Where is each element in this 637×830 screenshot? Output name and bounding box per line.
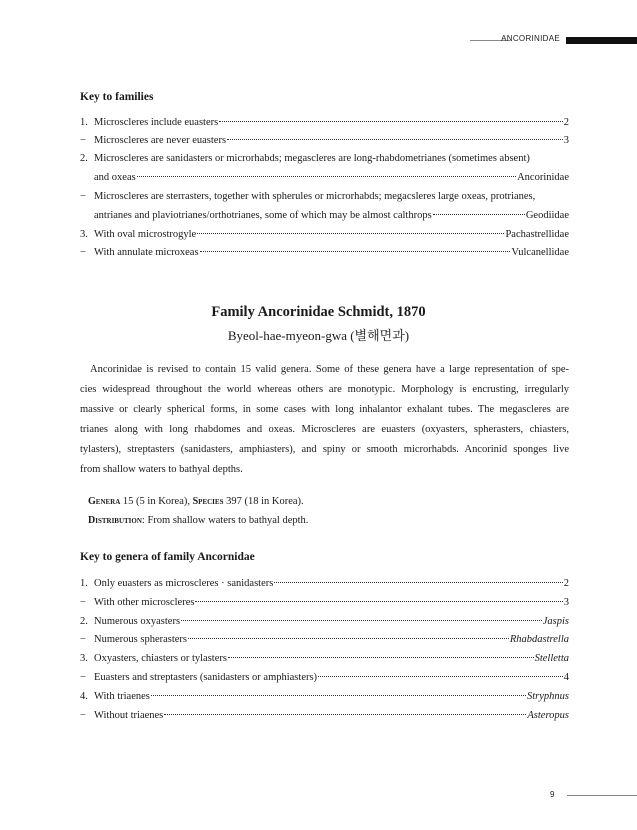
genera-label: Genera — [88, 496, 121, 507]
family-subtitle: Byeol-hae-myeon-gwa (별해면과) — [227, 328, 410, 343]
key-genera-line: − Euasters and streptasters (sanidasters or amphiasters) 4 — [80, 672, 569, 683]
key-families-line: 2. Microscleres are sanidasters or microrhabds; megascleres are long-rhabdometrianes (sometimes absent) — [80, 153, 530, 164]
header-section: ANCORINIDAE — [501, 34, 560, 43]
key-families-line: − With annulate microxeas Vulcanellidae — [80, 247, 569, 258]
paragraph-line: Ancorinidae is revised to contain 15 valid genera. Some of these genera have a large representation of spe- — [90, 364, 569, 375]
genera-value: 15 (5 in Korea), — [122, 496, 190, 507]
family-title: Family Ancorinidae Schmidt, 1870 — [211, 304, 426, 320]
key-genera-title: Key to genera of family Ancornidae — [80, 551, 255, 563]
paragraph-line: from shallow waters to bathyal depths. — [80, 464, 243, 475]
paragraph-line: cies widespread throughout the world whereas others are monotypic. Morphology is encrusting, irregularly — [80, 384, 569, 395]
page-number: 9 — [550, 790, 555, 799]
paragraph-line: trianes along with long rhabdomes and oxeas. Microscleres are euasters (oxyasters, spherasters, chiasters, — [80, 424, 569, 435]
key-genera-line: 2. Numerous oxyasters Jaspis — [80, 616, 569, 627]
key-genera-line: 3. Oxyasters, chiasters or tylasters Stelletta — [80, 653, 569, 664]
key-families-line: antrianes and plaviotrianes/orthotrianes, some of which may be almost calthrops Geodiidae — [94, 210, 569, 221]
distribution-label: Distribution — [88, 515, 142, 526]
paragraph-line: massive or clearly spherical forms, in some cases with long inhalantor exhalant tubes. The megascleres are — [80, 404, 569, 415]
species-value: 397 (18 in Korea). — [226, 496, 304, 507]
distribution-value: : From shallow waters to bathyal depth. — [141, 515, 309, 526]
key-genera-line: − With other microscleres 3 — [80, 597, 569, 608]
genera-species-line — [88, 494, 304, 510]
paragraph-line: tylasters), streptasters (sanidasters, amphiasters), and spiny or smooth microrhabds. Ancorinid sponges live — [80, 444, 569, 455]
distribution-line — [88, 513, 308, 529]
key-genera-line: 1. Only euasters as microscleres · sanidasters 2 — [80, 578, 569, 589]
footer-rule — [567, 795, 637, 796]
key-genera-line: 4. With triaenes Stryphnus — [80, 691, 569, 702]
key-families-line: − Microscleres are never euasters 3 — [80, 135, 569, 146]
header-bar — [566, 37, 637, 44]
key-families-line: 3. With oval microstrogyle Pachastrellidae — [80, 229, 569, 240]
key-genera-line: − Numerous spherasters Rhabdastrella — [80, 634, 569, 645]
species-label: Species — [192, 496, 224, 507]
key-genera-line: − Without triaenes Asteropus — [80, 710, 569, 721]
key-families-line: − Microscleres are sterrasters, together with spherules or microrhabds; megacsleres large oxeas, protrianes, — [80, 191, 536, 202]
key-families-line: 1. Microscleres include euasters 2 — [80, 117, 569, 128]
key-families-title: Key to families — [80, 91, 154, 103]
family-description — [80, 360, 569, 480]
running-header — [0, 36, 637, 46]
key-families-line: and oxeas Ancorinidae — [94, 172, 569, 183]
